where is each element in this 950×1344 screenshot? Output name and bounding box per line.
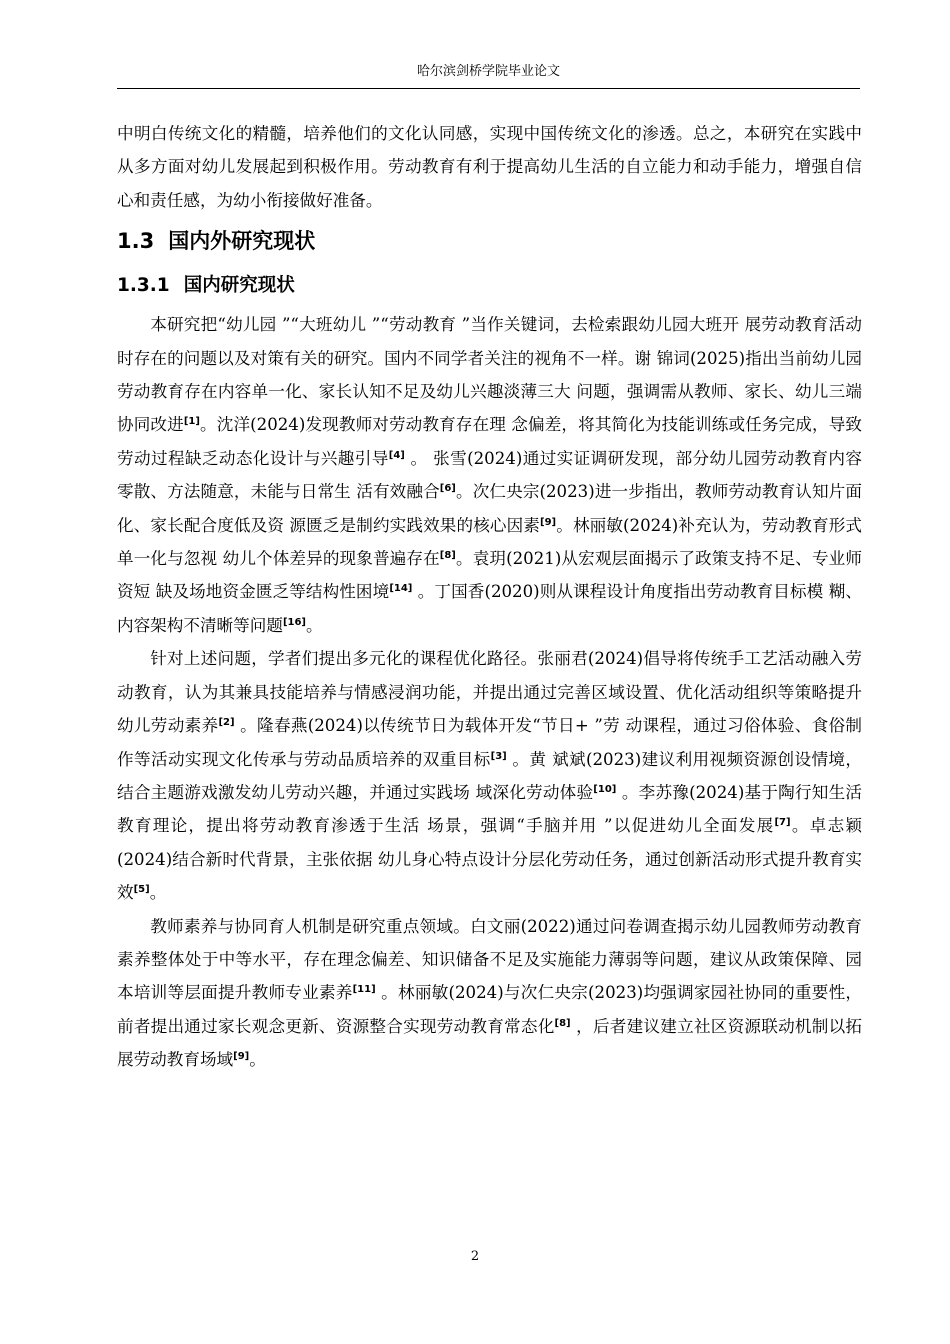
paragraph-text: 。林丽敏(2024)补充认为，劳动教育形式单一化与忽视 幼儿个体差异的现象普遍存在 [117, 515, 862, 569]
subsection-title: 国内研究现状 [183, 275, 295, 297]
paragraph-text: 。沈洋(2024)发现教师对劳动教育存在理 念偏差，将其简化为技能训练或任务完成，导致劳动过程缺乏动态化设计与兴趣引导 [117, 415, 863, 468]
citation: [9] [233, 1051, 250, 1063]
body-paragraph-3 [117, 910, 862, 1077]
page-header [117, 62, 860, 89]
citation: [16] [282, 616, 306, 628]
citation: [8] [554, 1017, 571, 1029]
subsection-heading [117, 268, 862, 308]
header-title: 哈尔滨剑桥学院毕业论文 [416, 64, 560, 79]
paragraph-text: 教师素养与协同育人机制是研究重点领域。白文丽(2022)通过问卷调查揭示幼儿园教师劳动教育素养整体处于中等水平，存在理念偏差、知识储备不足及实施能力薄弱等问题，建议从政策保障、园本培训等层面提升教师专业素养 [117, 916, 862, 1003]
page-number: 2 [470, 1249, 480, 1264]
citation: [11] [352, 984, 376, 996]
paragraph-text: 。 张雪(2024)通过实证调研发现，部分幼儿园劳动教育内容零散、方法随意，未能与日常生 活有效融合 [117, 448, 862, 502]
section-heading [117, 217, 862, 268]
paragraph-text: 。黄 斌斌(2023)建议利用视频资源创设情境，结合主题游戏激发幼儿劳动兴趣，并通过实践场 域深化劳动体验 [117, 749, 862, 802]
paragraph-text: 。 [149, 883, 167, 903]
body-paragraph-2 [117, 642, 862, 909]
paragraph-text: 。 [306, 615, 323, 635]
citation: [10] [593, 783, 617, 795]
citation: [14] [389, 583, 413, 595]
body-paragraph-1 [117, 308, 862, 642]
citation: [7] [774, 817, 791, 829]
paragraph-text: 。李苏豫(2024)基于陶行知生活教育理论，提出将劳动教育渗透于生活 场景，强调“手脑并用 ”以促进幼儿全面发展 [117, 782, 862, 836]
page-footer [0, 1248, 950, 1266]
paragraph-text: 针对上述问题，学者们提出多元化的课程优化路径。张丽君(2024)倡导将传统手工艺活动融入劳动教育，认为其兼具技能培养与情感浸润功能，并提出通过完善区域设置、优化活动组织等策略提升幼儿劳动素养 [117, 649, 862, 736]
paragraph-text: 。林丽敏(2024)与次仁央宗(2023)均强调家园社协同的重要性，前者提出通过家长观念更新、资源整合实现劳动教育常态化 [117, 983, 862, 1036]
intro-paragraph: 中明白传统文化的精髓，培养他们的文化认同感，实现中国传统文化的渗透。总之，本研究在实践中从多方面对幼儿发展起到积极作用。劳动教育有利于提高幼儿生活的自立能力和动手能力，增强自信心和责任感，为幼小衔接做好准备。 [117, 124, 862, 210]
section-number: 1.3 [117, 229, 155, 254]
paragraph-text: 。卓志颖(2024)结合新时代背景，主张依据 幼儿身心特点设计分层化劳动任务，通过创新活动形式提升教育实效 [117, 816, 863, 903]
paragraph-text: 本研究把“幼儿园 ”“大班幼儿 ”“劳动教育 ”当作关键词，去检索跟幼儿园大班开 展劳动教育活动时存在的问题以及对策有关的研究。国内不同学者关注的视角不一样。谢 锦词(2025)指出当前幼儿园劳动教育存在内容单一化、家长认知不足及幼儿兴趣淡薄三大 问题，强调需从教师、家长、幼儿三端协同改进 [117, 315, 862, 435]
paragraph-text: 。袁玥(2021)从宏观层面揭示了政策支持不足、专业师资短 缺及场地资金匮乏等结构性困境 [117, 549, 862, 602]
paragraph-text: 。丁国香(2020)则从课程设计角度指出劳动教育目标模 糊、内容架构不清晰等问题 [117, 582, 862, 635]
citation: [9] [540, 516, 557, 528]
citation: [5] [133, 884, 150, 896]
subsection-number: 1.3.1 [117, 275, 170, 297]
paragraph-text: 。次仁央宗(2023)进一步指出，教师劳动教育认知片面化、家长配合度低及资 源匮乏是制约实践效果的核心因素 [117, 482, 862, 535]
paragraph-text: ，后者建议建立社区资源联动机制以拓展劳动教育场域 [117, 1016, 862, 1070]
citation: [4] [388, 449, 405, 461]
paragraph-text: 。隆春燕(2024)以传统节日为载体开发“节日+ ”劳 动课程，通过习俗体验、食俗制作等活动实现文化传承与劳动品质培养的双重目标 [117, 716, 863, 769]
citation: [8] [439, 550, 456, 562]
section-title: 国内外研究现状 [168, 229, 316, 254]
citation: [2] [218, 717, 235, 729]
citation: [3] [490, 750, 507, 762]
page-body [117, 117, 862, 1077]
paragraph-text: 。 [249, 1050, 266, 1070]
citation: [1] [183, 416, 200, 428]
citation: [6] [439, 483, 456, 495]
